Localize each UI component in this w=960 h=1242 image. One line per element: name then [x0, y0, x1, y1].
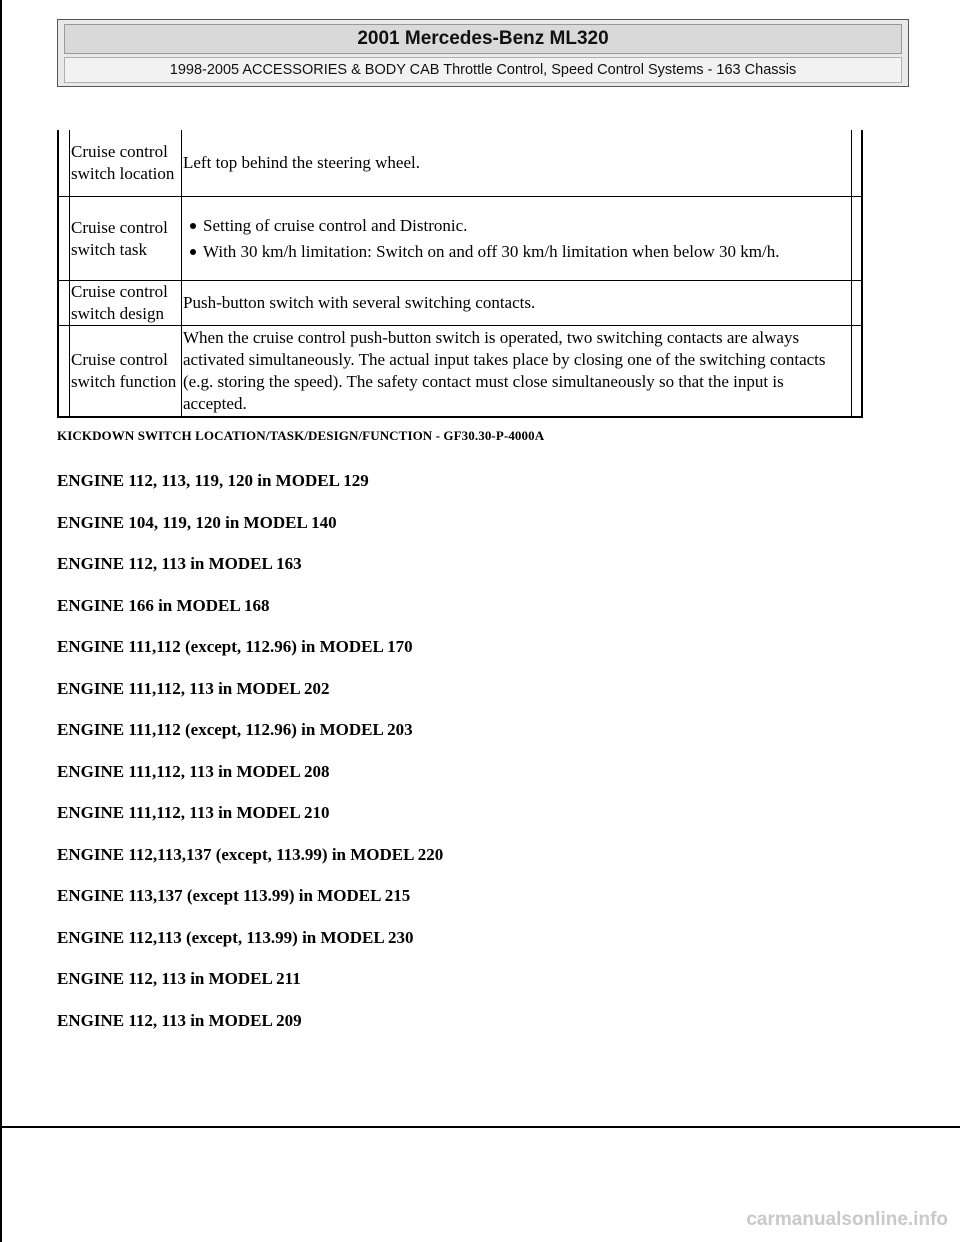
list-item: ENGINE 111,112 (except, 112.96) in MODEL 203	[57, 720, 413, 739]
cruise-control-spec-table	[57, 130, 863, 418]
list-item: ENGINE 113,137 (except 113.99) in MODEL 215	[57, 886, 411, 905]
table-row	[58, 326, 862, 418]
page-edge-bottom	[0, 1126, 960, 1128]
row-label: Cruise control switch location	[70, 130, 182, 197]
list-item	[203, 215, 851, 237]
header-subtitle: 1998-2005 ACCESSORIES & BODY CAB Throttle Control, Speed Control Systems - 163 Chassis	[64, 57, 902, 83]
list-item: ENGINE 111,112, 113 in MODEL 210	[57, 803, 330, 822]
row-value: Left top behind the steering wheel.	[182, 130, 852, 197]
list-item: ENGINE 112, 113 in MODEL 163	[57, 554, 302, 573]
row-value: Push-button switch with several switching contacts.	[182, 281, 852, 326]
table-margin-cell	[852, 130, 863, 197]
header-title: 2001 Mercedes-Benz ML320	[64, 24, 902, 54]
table-margin-cell	[852, 281, 863, 326]
row-label: Cruise control switch design	[70, 281, 182, 326]
table-row	[58, 281, 862, 326]
watermark: carmanualsonline.info	[746, 1209, 948, 1230]
engine-model-list	[57, 470, 443, 1051]
table-margin-cell	[58, 197, 70, 281]
section-title: KICKDOWN SWITCH LOCATION/TASK/DESIGN/FUNCTION - GF30.30-P-4000A	[57, 428, 545, 443]
table-margin-cell	[852, 326, 863, 418]
table-margin-cell	[58, 326, 70, 418]
table-row	[58, 197, 862, 281]
list-item: ENGINE 111,112, 113 in MODEL 202	[57, 678, 330, 698]
table-margin-cell	[58, 130, 70, 197]
table-margin-cell	[852, 197, 863, 281]
page-edge-left	[0, 0, 2, 1242]
list-item: ENGINE 111,112 (except, 112.96) in MODEL 170	[57, 637, 413, 656]
page-header	[57, 19, 909, 87]
list-item: ENGINE 166 in MODEL 168	[57, 595, 270, 615]
row-value	[182, 197, 852, 281]
list-item: ENGINE 112,113 (except, 113.99) in MODEL 230	[57, 927, 414, 947]
table-row	[58, 130, 862, 197]
row-label: Cruise control switch task	[70, 197, 182, 281]
list-item	[203, 241, 851, 263]
row-value: When the cruise control push-button switch is operated, two switching contacts are always activated simultaneously. The actual input takes place by closing one of the switching contacts (e.g. storing the speed). The safety contact must close simultaneously so that the input is accepted.	[182, 326, 852, 418]
task-bullet-list	[183, 215, 851, 263]
bullet-text: Setting of cruise control and Distronic.	[203, 215, 468, 235]
row-label: Cruise control switch function	[70, 326, 182, 418]
list-item: ENGINE 112,113,137 (except, 113.99) in MODEL 220	[57, 844, 444, 864]
bullet-icon	[190, 249, 196, 255]
list-item: ENGINE 112, 113, 119, 120 in MODEL 129	[57, 471, 369, 490]
list-item: ENGINE 104, 119, 120 in MODEL 140	[57, 512, 337, 532]
list-item: ENGINE 112, 113 in MODEL 211	[57, 969, 301, 988]
list-item: ENGINE 112, 113 in MODEL 209	[57, 1010, 302, 1030]
list-item: ENGINE 111,112, 113 in MODEL 208	[57, 761, 330, 781]
bullet-text: With 30 km/h limitation: Switch on and off 30 km/h limitation when below 30 km/h.	[203, 241, 780, 261]
table-margin-cell	[58, 281, 70, 326]
bullet-icon	[190, 223, 196, 229]
